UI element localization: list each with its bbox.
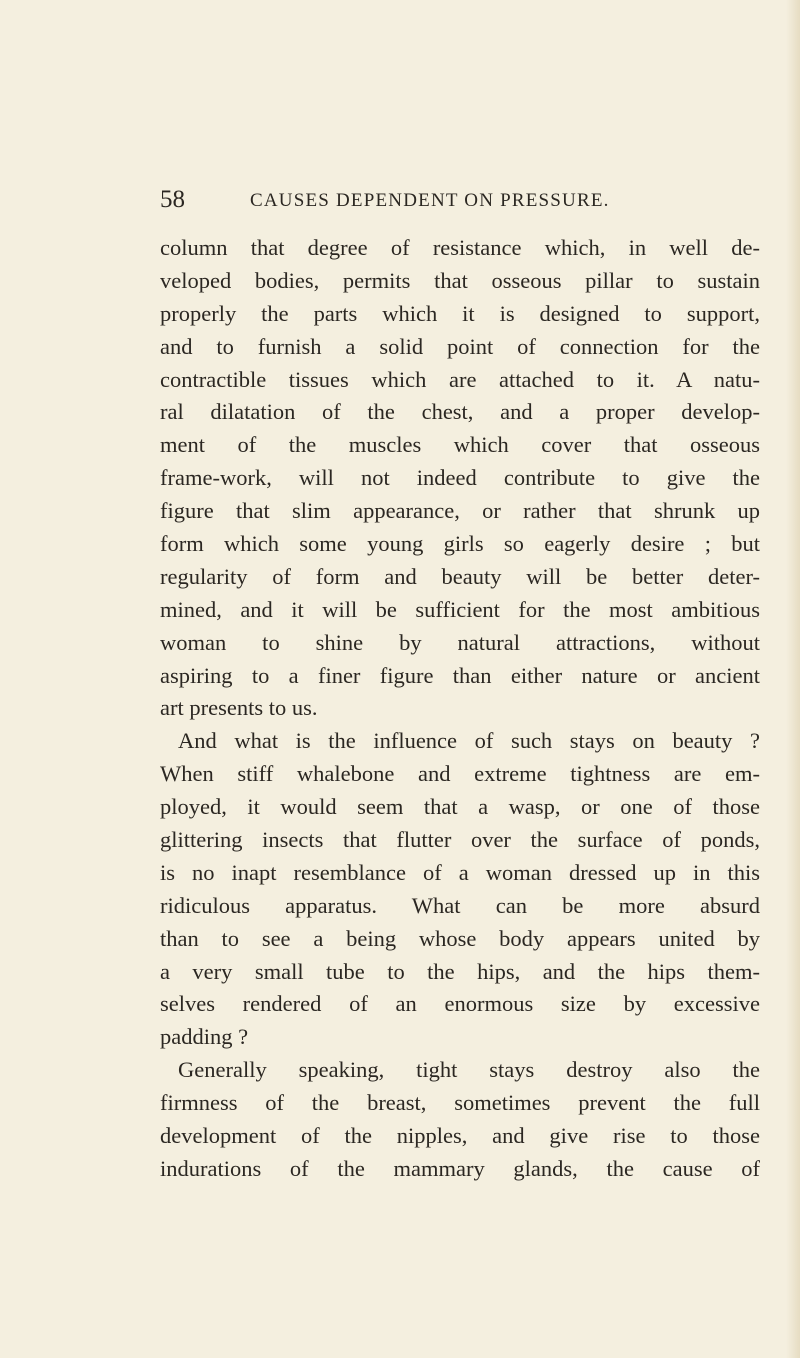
running-head: CAUSES DEPENDENT ON PRESSURE. bbox=[250, 190, 610, 211]
page-header bbox=[160, 186, 760, 226]
body-text bbox=[160, 232, 760, 1186]
text-line: properly the parts which it is designed to support, bbox=[160, 300, 760, 326]
text-line: indurations of the mammary glands, the cause of bbox=[160, 1155, 760, 1181]
text-line: and to furnish a solid point of connection for the bbox=[160, 333, 760, 359]
text-line: firmness of the breast, sometimes prevent the full bbox=[160, 1090, 760, 1116]
text-line: contractible tissues which are attached to it. A natu- bbox=[160, 366, 760, 392]
text-line: Generally speaking, tight stays destroy also the bbox=[178, 1057, 760, 1083]
text-line: veloped bodies, permits that osseous pillar to sustain bbox=[160, 267, 760, 293]
text-line: column that degree of resistance which, in well de- bbox=[160, 235, 760, 260]
text-line: When stiff whalebone and extreme tightness are em- bbox=[160, 761, 760, 787]
text-line: selves rendered of an enormous size by excessive bbox=[160, 991, 760, 1017]
text-line: a very small tube to the hips, and the hips them- bbox=[160, 958, 760, 984]
text-line: ment of the muscles which cover that osseous bbox=[160, 432, 760, 458]
text-line: padding ? bbox=[160, 1024, 249, 1050]
text-line: mined, and it will be sufficient for the most ambitious bbox=[160, 596, 760, 622]
text-line: regularity of form and beauty will be better deter- bbox=[160, 563, 760, 589]
page-edge-shadow bbox=[786, 0, 800, 1358]
text-line: aspiring to a finer figure than either nature or ancient bbox=[160, 662, 760, 688]
text-line: is no inapt resemblance of a woman dressed up in this bbox=[160, 859, 760, 885]
text-line: And what is the influence of such stays on beauty ? bbox=[178, 728, 760, 754]
text-line: glittering insects that flutter over the surface of ponds, bbox=[160, 827, 760, 853]
text-line: than to see a being whose body appears united by bbox=[160, 925, 760, 951]
page-number: 58 bbox=[160, 186, 185, 213]
text-line: art presents to us. bbox=[160, 695, 318, 721]
text-line: ridiculous apparatus. What can be more absurd bbox=[160, 892, 760, 918]
text-line: ployed, it would seem that a wasp, or one of those bbox=[160, 794, 760, 820]
text-line: figure that slim appearance, or rather that shrunk up bbox=[160, 498, 760, 524]
text-line: frame-work, will not indeed contribute to give the bbox=[160, 465, 760, 491]
text-line: development of the nipples, and give rise to those bbox=[160, 1123, 760, 1149]
text-line: ral dilatation of the chest, and a proper develop- bbox=[160, 399, 760, 425]
text-line: woman to shine by natural attractions, without bbox=[160, 629, 760, 655]
text-line: form which some young girls so eagerly desire ; but bbox=[160, 531, 760, 557]
